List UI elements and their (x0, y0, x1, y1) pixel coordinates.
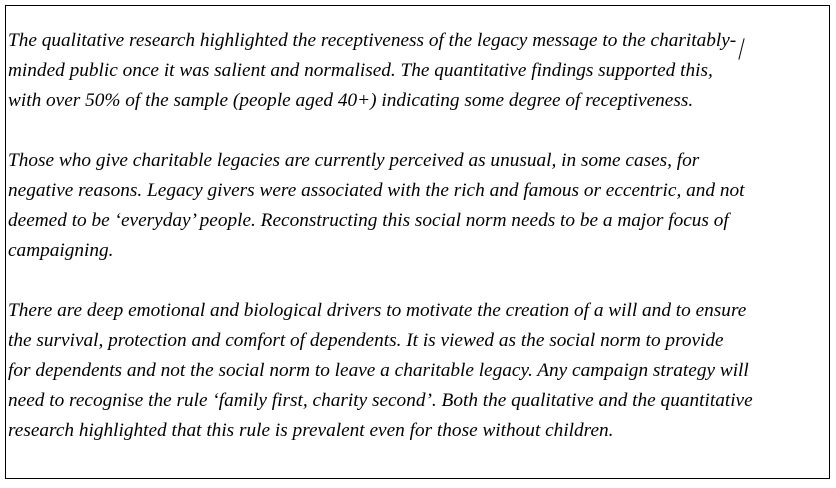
text-line: deemed to be ‘everyday’ people. Reconstructing this social norm needs to be a major focus of (8, 210, 729, 231)
text-line: with over 50% of the sample (people aged 40+) indicating some degree of receptiveness. (8, 90, 694, 111)
text-line: Those who give charitable legacies are currently perceived as unusual, in some cases, for (8, 150, 700, 171)
text-line: There are deep emotional and biological drivers to motivate the creation of a will and to ensure (8, 300, 747, 321)
text-line: minded public once it was salient and normalised. The quantitative findings supported this, (8, 60, 713, 81)
text-line: research highlighted that this rule is prevalent even for those without children. (8, 420, 614, 441)
paragraph-drivers (8, 296, 826, 446)
paragraph-receptiveness (8, 26, 826, 116)
text-line: The qualitative research highlighted the receptiveness of the legacy message to the charitably- (8, 30, 737, 51)
text-line: for dependents and not the social norm to leave a charitable legacy. Any campaign strategy will (8, 360, 749, 381)
text-line: the survival, protection and comfort of dependents. It is viewed as the social norm to provide (8, 330, 724, 351)
text-line: negative reasons. Legacy givers were associated with the rich and famous or eccentric, and not (8, 180, 745, 201)
paragraph-perception (8, 146, 826, 266)
document-body (8, 26, 826, 476)
text-line: need to recognise the rule ‘family first, charity second’. Both the qualitative and the quantitative (8, 390, 753, 411)
text-line: campaigning. (8, 240, 114, 261)
